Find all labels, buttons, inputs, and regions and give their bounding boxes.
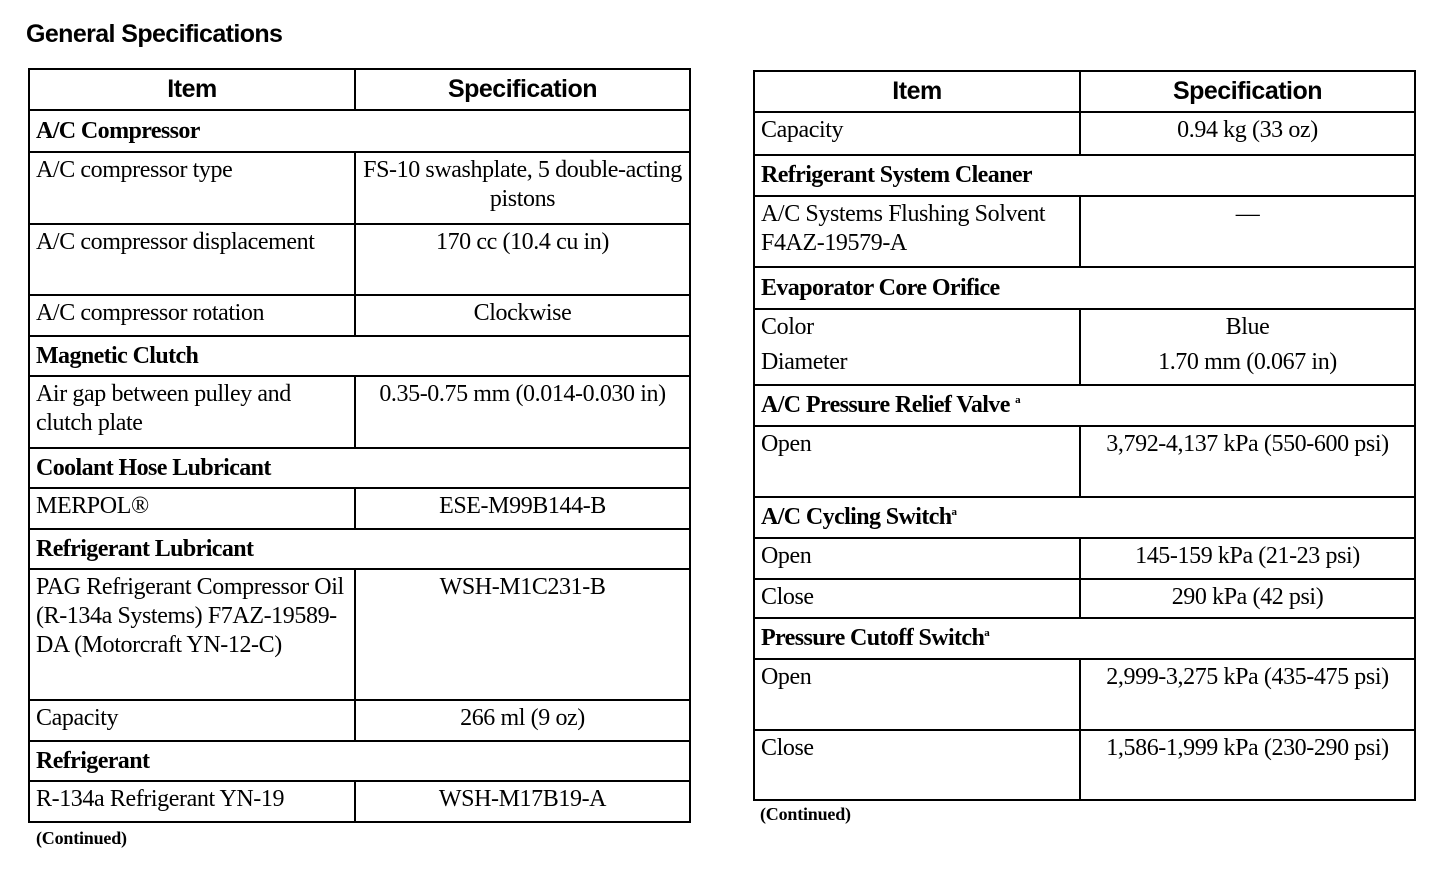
left-spec-table <box>28 68 691 823</box>
item-cell: MERPOL® <box>29 488 355 529</box>
right-spec-table <box>753 70 1416 801</box>
value-diameter: 1.70 mm (0.067 in) <box>1158 349 1337 375</box>
value-cell <box>1080 309 1415 385</box>
section-label: Refrigerant System Cleaner <box>754 155 1415 196</box>
footnote-marker: a <box>1015 394 1021 406</box>
value-color: Blue <box>1225 314 1270 340</box>
value-cell: 0.35-0.75 mm (0.014-0.030 in) <box>355 376 690 448</box>
value-cell: 145-159 kPa (21-23 psi) <box>1080 538 1415 579</box>
section-row <box>754 497 1415 538</box>
item-cell: Open <box>754 538 1080 579</box>
table-row <box>754 426 1415 497</box>
value-cell: 3,792-4,137 kPa (550-600 psi) <box>1080 426 1415 497</box>
table-row <box>754 730 1415 800</box>
table-row <box>754 196 1415 267</box>
table-row <box>29 376 690 448</box>
section-label: Refrigerant <box>29 741 690 781</box>
table-row <box>29 224 690 295</box>
section-label: A/C Cycling Switch <box>761 504 952 530</box>
header-item: Item <box>29 69 355 110</box>
value-cell: 2,999-3,275 kPa (435-475 psi) <box>1080 659 1415 730</box>
table-row <box>754 579 1415 618</box>
page-title: General Specifications <box>26 20 283 48</box>
header-specification: Specification <box>355 69 690 110</box>
item-cell <box>754 309 1080 385</box>
value-cell: 1,586-1,999 kPa (230-290 psi) <box>1080 730 1415 800</box>
section-label-cell <box>754 618 1415 659</box>
table-row <box>754 538 1415 579</box>
value-cell: — <box>1080 196 1415 267</box>
section-label: Magnetic Clutch <box>29 336 690 376</box>
section-label: A/C Compressor <box>29 110 690 152</box>
table-row <box>29 569 690 700</box>
section-row <box>754 385 1415 426</box>
section-label: Evaporator Core Orifice <box>754 267 1415 309</box>
item-cell: PAG Refrigerant Compressor Oil (R-134a Systems) F7AZ-19589-DA (Motorcraft YN-12-C) <box>29 569 355 700</box>
section-label: Coolant Hose Lubricant <box>29 448 690 488</box>
continued-note: (Continued) <box>36 828 127 848</box>
item-cell: A/C Systems Flushing Solvent F4AZ-19579-A <box>754 196 1080 267</box>
footnote-marker: a <box>951 506 957 518</box>
item-cell: A/C compressor rotation <box>29 295 355 336</box>
section-row <box>754 267 1415 309</box>
item-cell: Capacity <box>754 112 1080 155</box>
item-cell: Close <box>754 730 1080 800</box>
item-cell: A/C compressor displacement <box>29 224 355 295</box>
section-label: Pressure Cutoff Switch <box>761 625 985 651</box>
value-cell: WSH-M17B19-A <box>355 781 690 822</box>
value-cell: 0.94 kg (33 oz) <box>1080 112 1415 155</box>
table-row <box>29 488 690 529</box>
item-cell: Close <box>754 579 1080 618</box>
item-cell: R-134a Refrigerant YN-19 <box>29 781 355 822</box>
section-label-cell <box>754 497 1415 538</box>
value-cell: WSH-M1C231-B <box>355 569 690 700</box>
item-cell: A/C compressor type <box>29 152 355 224</box>
table-row <box>29 781 690 822</box>
table-row <box>754 309 1415 385</box>
item-cell: Air gap between pulley and clutch plate <box>29 376 355 448</box>
section-row <box>29 741 690 781</box>
section-row <box>29 336 690 376</box>
table-row <box>754 112 1415 155</box>
section-row <box>754 618 1415 659</box>
section-label: A/C Pressure Relief Valve <box>761 392 1010 418</box>
header-item: Item <box>754 71 1080 112</box>
table-header-row <box>29 69 690 110</box>
value-cell: 266 ml (9 oz) <box>355 700 690 741</box>
table-row <box>754 659 1415 730</box>
footnote-marker: a <box>984 627 990 639</box>
item-diameter: Diameter <box>761 349 848 375</box>
table-row <box>29 700 690 741</box>
section-row <box>754 155 1415 196</box>
item-color: Color <box>761 314 814 340</box>
value-cell: Clockwise <box>355 295 690 336</box>
section-row <box>29 110 690 152</box>
section-label: Refrigerant Lubricant <box>29 529 690 569</box>
value-cell: ESE-M99B144-B <box>355 488 690 529</box>
continued-note: (Continued) <box>760 804 851 824</box>
table-row <box>29 152 690 224</box>
section-label-cell <box>754 385 1415 426</box>
item-cell: Capacity <box>29 700 355 741</box>
value-cell: FS-10 swashplate, 5 double-acting pistons <box>355 152 690 224</box>
item-cell: Open <box>754 426 1080 497</box>
section-row <box>29 529 690 569</box>
header-specification: Specification <box>1080 71 1415 112</box>
table-header-row <box>754 71 1415 112</box>
value-cell: 290 kPa (42 psi) <box>1080 579 1415 618</box>
value-cell: 170 cc (10.4 cu in) <box>355 224 690 295</box>
item-cell: Open <box>754 659 1080 730</box>
table-row <box>29 295 690 336</box>
section-row <box>29 448 690 488</box>
